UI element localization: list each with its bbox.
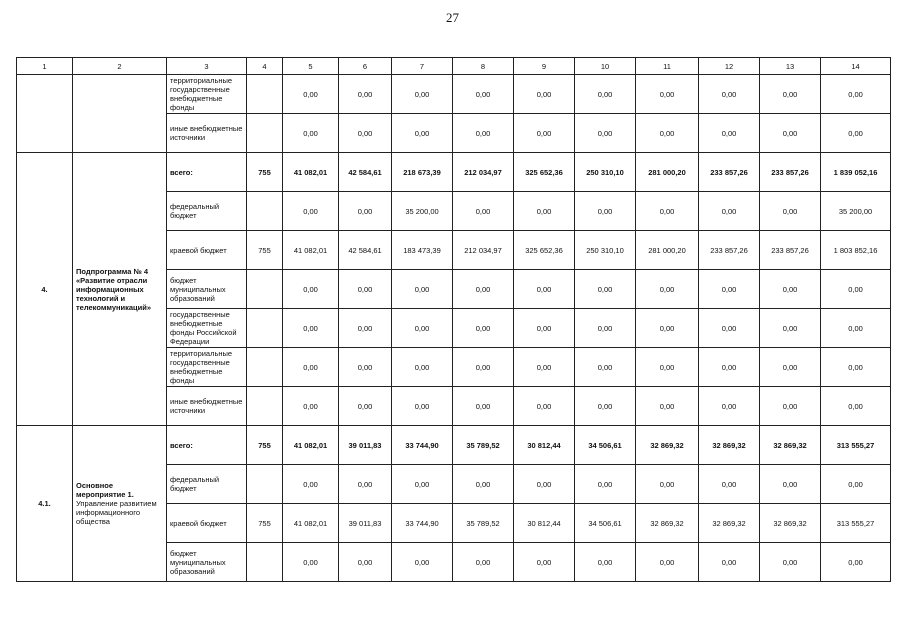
amount-cell: 0,00 — [575, 465, 636, 504]
amount-cell: 0,00 — [760, 387, 821, 426]
table-body — [17, 58, 891, 582]
budget-code — [247, 192, 283, 231]
amount-cell: 0,00 — [392, 348, 453, 387]
row-index: 4. — [17, 153, 73, 426]
amount-cell: 0,00 — [636, 387, 699, 426]
column-header: 1 — [17, 58, 73, 75]
page-number: 27 — [446, 10, 459, 25]
amount-cell: 0,00 — [453, 348, 514, 387]
header-row — [17, 58, 891, 75]
amount-cell: 0,00 — [575, 270, 636, 309]
program-title-bold: Основное мероприятие 1. — [76, 481, 134, 499]
amount-cell: 32 869,32 — [699, 426, 760, 465]
amount-cell: 0,00 — [575, 114, 636, 153]
amount-cell: 0,00 — [821, 543, 891, 582]
amount-cell: 0,00 — [575, 387, 636, 426]
amount-cell: 41 082,01 — [283, 426, 339, 465]
budget-code — [247, 348, 283, 387]
amount-cell: 233 857,26 — [760, 231, 821, 270]
budget-code — [247, 309, 283, 348]
amount-cell: 0,00 — [514, 192, 575, 231]
budget-code — [247, 543, 283, 582]
amount-cell: 0,00 — [575, 192, 636, 231]
budget-table — [16, 57, 891, 582]
amount-cell: 30 812,44 — [514, 426, 575, 465]
amount-cell: 35 789,52 — [453, 504, 514, 543]
amount-cell: 0,00 — [514, 75, 575, 114]
amount-cell: 1 839 052,16 — [821, 153, 891, 192]
amount-cell: 0,00 — [636, 192, 699, 231]
amount-cell: 0,00 — [514, 348, 575, 387]
amount-cell: 0,00 — [821, 270, 891, 309]
amount-cell: 212 034,97 — [453, 153, 514, 192]
amount-cell: 0,00 — [636, 348, 699, 387]
amount-cell: 0,00 — [339, 543, 392, 582]
amount-cell: 39 011,83 — [339, 504, 392, 543]
amount-cell: 0,00 — [283, 543, 339, 582]
amount-cell: 0,00 — [283, 75, 339, 114]
table-row — [17, 426, 891, 465]
amount-cell: 0,00 — [453, 465, 514, 504]
amount-cell: 0,00 — [453, 270, 514, 309]
program-title-regular: Управление развитием информационного общества — [76, 499, 157, 526]
amount-cell: 0,00 — [699, 465, 760, 504]
amount-cell: 42 584,61 — [339, 153, 392, 192]
amount-cell: 0,00 — [636, 543, 699, 582]
amount-cell: 0,00 — [760, 465, 821, 504]
amount-cell: 325 652,36 — [514, 153, 575, 192]
column-header: 12 — [699, 58, 760, 75]
amount-cell: 0,00 — [575, 543, 636, 582]
amount-cell: 0,00 — [514, 543, 575, 582]
amount-cell: 0,00 — [821, 387, 891, 426]
amount-cell: 41 082,01 — [283, 231, 339, 270]
amount-cell: 0,00 — [339, 348, 392, 387]
amount-cell: 34 506,61 — [575, 426, 636, 465]
budget-code — [247, 387, 283, 426]
amount-cell: 212 034,97 — [453, 231, 514, 270]
budget-code — [247, 114, 283, 153]
amount-cell: 0,00 — [636, 309, 699, 348]
amount-cell: 0,00 — [453, 543, 514, 582]
column-header: 4 — [247, 58, 283, 75]
amount-cell: 0,00 — [283, 114, 339, 153]
amount-cell: 0,00 — [699, 270, 760, 309]
amount-cell: 35 200,00 — [821, 192, 891, 231]
funding-source: территориальные государственные внебюджетные фонды — [167, 75, 247, 114]
budget-code — [247, 465, 283, 504]
amount-cell: 0,00 — [760, 270, 821, 309]
amount-cell: 0,00 — [392, 387, 453, 426]
amount-cell: 0,00 — [392, 465, 453, 504]
column-header: 14 — [821, 58, 891, 75]
amount-cell: 0,00 — [760, 348, 821, 387]
amount-cell: 30 812,44 — [514, 504, 575, 543]
amount-cell: 0,00 — [453, 192, 514, 231]
amount-cell: 0,00 — [283, 309, 339, 348]
amount-cell: 0,00 — [699, 192, 760, 231]
amount-cell: 0,00 — [392, 270, 453, 309]
amount-cell: 0,00 — [514, 114, 575, 153]
program-title — [73, 75, 167, 153]
amount-cell: 41 082,01 — [283, 504, 339, 543]
amount-cell: 233 857,26 — [699, 153, 760, 192]
amount-cell: 0,00 — [699, 348, 760, 387]
budget-code — [247, 75, 283, 114]
amount-cell: 41 082,01 — [283, 153, 339, 192]
budget-code: 755 — [247, 426, 283, 465]
amount-cell: 218 673,39 — [392, 153, 453, 192]
amount-cell: 0,00 — [339, 465, 392, 504]
amount-cell: 0,00 — [636, 465, 699, 504]
amount-cell: 0,00 — [283, 192, 339, 231]
funding-source: краевой бюджет — [167, 231, 247, 270]
amount-cell: 0,00 — [699, 387, 760, 426]
amount-cell: 39 011,83 — [339, 426, 392, 465]
table-row — [17, 75, 891, 114]
funding-source: всего: — [167, 426, 247, 465]
amount-cell: 0,00 — [821, 465, 891, 504]
funding-source: федеральный бюджет — [167, 192, 247, 231]
program-title-bold: Подпрограмма № 4 «Развитие отрасли информационных технологий и телекоммуникаций» — [76, 266, 152, 312]
amount-cell: 0,00 — [636, 75, 699, 114]
amount-cell: 0,00 — [636, 114, 699, 153]
amount-cell: 0,00 — [760, 114, 821, 153]
amount-cell: 0,00 — [575, 348, 636, 387]
amount-cell: 32 869,32 — [699, 504, 760, 543]
funding-source: иные внебюджетные источники — [167, 114, 247, 153]
amount-cell: 0,00 — [636, 270, 699, 309]
amount-cell: 0,00 — [760, 75, 821, 114]
amount-cell: 233 857,26 — [760, 153, 821, 192]
amount-cell: 0,00 — [575, 75, 636, 114]
amount-cell: 0,00 — [514, 465, 575, 504]
amount-cell: 0,00 — [392, 75, 453, 114]
amount-cell: 0,00 — [575, 309, 636, 348]
amount-cell: 0,00 — [821, 348, 891, 387]
row-index: 4.1. — [17, 426, 73, 582]
amount-cell: 325 652,36 — [514, 231, 575, 270]
amount-cell: 1 803 852,16 — [821, 231, 891, 270]
funding-source: бюджет муниципальных образований — [167, 270, 247, 309]
amount-cell: 0,00 — [699, 543, 760, 582]
column-header: 8 — [453, 58, 514, 75]
column-header: 13 — [760, 58, 821, 75]
amount-cell: 0,00 — [339, 387, 392, 426]
amount-cell: 0,00 — [821, 114, 891, 153]
amount-cell: 0,00 — [514, 270, 575, 309]
amount-cell: 0,00 — [339, 309, 392, 348]
amount-cell: 281 000,20 — [636, 153, 699, 192]
amount-cell: 33 744,90 — [392, 504, 453, 543]
amount-cell: 0,00 — [514, 387, 575, 426]
amount-cell: 0,00 — [283, 270, 339, 309]
column-header: 10 — [575, 58, 636, 75]
amount-cell: 34 506,61 — [575, 504, 636, 543]
budget-code: 755 — [247, 153, 283, 192]
amount-cell: 33 744,90 — [392, 426, 453, 465]
amount-cell: 0,00 — [821, 309, 891, 348]
funding-source: бюджет муниципальных образований — [167, 543, 247, 582]
program-title — [73, 153, 167, 426]
amount-cell: 183 473,39 — [392, 231, 453, 270]
amount-cell: 313 555,27 — [821, 426, 891, 465]
amount-cell: 0,00 — [283, 387, 339, 426]
amount-cell: 42 584,61 — [339, 231, 392, 270]
amount-cell: 0,00 — [283, 348, 339, 387]
budget-code: 755 — [247, 231, 283, 270]
amount-cell: 0,00 — [699, 114, 760, 153]
amount-cell: 313 555,27 — [821, 504, 891, 543]
amount-cell: 32 869,32 — [636, 426, 699, 465]
amount-cell: 0,00 — [392, 309, 453, 348]
amount-cell: 0,00 — [699, 309, 760, 348]
amount-cell: 35 200,00 — [392, 192, 453, 231]
funding-source: территориальные государственные внебюджетные фонды — [167, 348, 247, 387]
amount-cell: 0,00 — [821, 75, 891, 114]
budget-code — [247, 270, 283, 309]
amount-cell: 250 310,10 — [575, 231, 636, 270]
amount-cell: 0,00 — [339, 75, 392, 114]
column-header: 7 — [392, 58, 453, 75]
table-row — [17, 153, 891, 192]
funding-source: федеральный бюджет — [167, 465, 247, 504]
amount-cell: 0,00 — [339, 114, 392, 153]
amount-cell: 0,00 — [760, 192, 821, 231]
column-header: 9 — [514, 58, 575, 75]
amount-cell: 0,00 — [453, 75, 514, 114]
amount-cell: 0,00 — [283, 465, 339, 504]
amount-cell: 0,00 — [392, 114, 453, 153]
column-header: 6 — [339, 58, 392, 75]
funding-source: государственные внебюджетные фонды Российской Федерации — [167, 309, 247, 348]
column-header: 5 — [283, 58, 339, 75]
amount-cell: 32 869,32 — [760, 504, 821, 543]
amount-cell: 0,00 — [760, 543, 821, 582]
amount-cell: 0,00 — [392, 543, 453, 582]
column-header: 3 — [167, 58, 247, 75]
amount-cell: 0,00 — [339, 192, 392, 231]
amount-cell: 0,00 — [453, 114, 514, 153]
row-index — [17, 75, 73, 153]
budget-code: 755 — [247, 504, 283, 543]
amount-cell: 0,00 — [514, 309, 575, 348]
amount-cell: 233 857,26 — [699, 231, 760, 270]
amount-cell: 32 869,32 — [760, 426, 821, 465]
amount-cell: 0,00 — [699, 75, 760, 114]
amount-cell: 0,00 — [339, 270, 392, 309]
amount-cell: 281 000,20 — [636, 231, 699, 270]
amount-cell: 0,00 — [453, 387, 514, 426]
amount-cell: 0,00 — [453, 309, 514, 348]
funding-source: всего: — [167, 153, 247, 192]
column-header: 11 — [636, 58, 699, 75]
program-title — [73, 426, 167, 582]
column-header: 2 — [73, 58, 167, 75]
amount-cell: 35 789,52 — [453, 426, 514, 465]
amount-cell: 0,00 — [760, 309, 821, 348]
funding-source: краевой бюджет — [167, 504, 247, 543]
amount-cell: 32 869,32 — [636, 504, 699, 543]
amount-cell: 250 310,10 — [575, 153, 636, 192]
funding-source: иные внебюджетные источники — [167, 387, 247, 426]
